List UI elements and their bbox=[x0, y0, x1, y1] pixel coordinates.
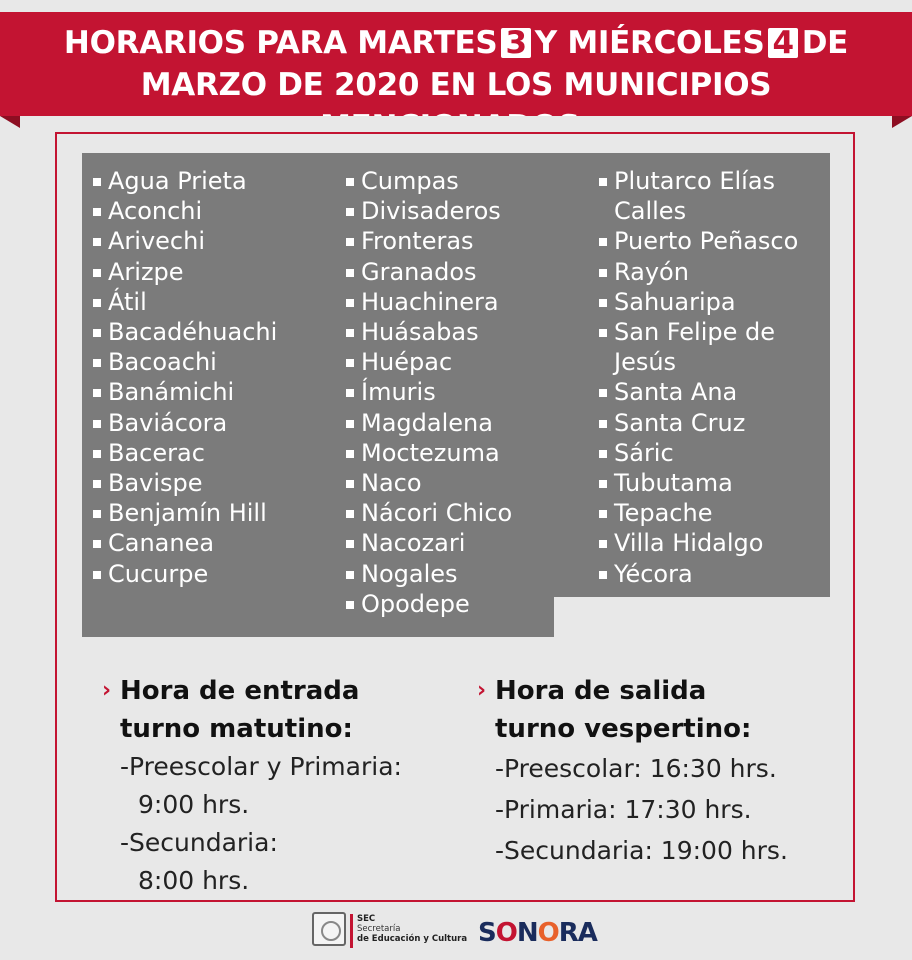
sec-divider bbox=[350, 914, 353, 948]
municipio-item: Fronteras bbox=[343, 226, 583, 256]
municipio-item: Baviácora bbox=[90, 408, 330, 438]
municipio-item: Nogales bbox=[343, 559, 583, 589]
title-part-1: HORARIOS PARA MARTES bbox=[63, 25, 498, 61]
entrada-secundaria-label: -Secundaria: bbox=[120, 828, 278, 857]
municipio-item: Rayón bbox=[596, 257, 826, 287]
salida-heading-line-2: turno vespertino: bbox=[495, 714, 752, 744]
municipio-item: Aconchi bbox=[90, 196, 330, 226]
municipio-item: Cumpas bbox=[343, 166, 583, 196]
salida-heading bbox=[475, 672, 845, 748]
municipio-item: Tubutama bbox=[596, 468, 826, 498]
salida-primaria: -Primaria: 17:30 hrs. bbox=[495, 795, 752, 824]
municipio-item: Moctezuma bbox=[343, 438, 583, 468]
title-line-2: MARZO DE 2020 EN LOS MUNICIPIOS bbox=[140, 67, 772, 103]
municipio-item: Granados bbox=[343, 257, 583, 287]
municipio-item: Sáric bbox=[596, 438, 826, 468]
municipios-column-3 bbox=[596, 166, 826, 589]
entrada-secundaria-time: 8:00 hrs. bbox=[138, 866, 250, 895]
municipio-item: Cananea bbox=[90, 528, 330, 558]
municipio-item: Benjamín Hill bbox=[90, 498, 330, 528]
entrada-heading-line-1: Hora de entrada bbox=[120, 676, 360, 706]
municipio-item: Yécora bbox=[596, 559, 826, 589]
sec-name-line-2: de Educación y Cultura bbox=[357, 934, 468, 944]
salida-preescolar: -Preescolar: 16:30 hrs. bbox=[495, 754, 777, 783]
municipio-item: Bavispe bbox=[90, 468, 330, 498]
municipio-item: Nácori Chico bbox=[343, 498, 583, 528]
sonora-seal-logo bbox=[312, 912, 346, 946]
municipio-item: Santa Ana bbox=[596, 377, 826, 407]
municipio-item: Arivechi bbox=[90, 226, 330, 256]
municipio-item: Agua Prieta bbox=[90, 166, 330, 196]
municipio-item: Huásabas bbox=[343, 317, 583, 347]
entrada-heading-line-2: turno matutino: bbox=[120, 714, 353, 744]
municipio-item: Puerto Peñasco bbox=[596, 226, 826, 256]
sonora-logo: SONORA bbox=[478, 918, 597, 948]
municipio-item: Magdalena bbox=[343, 408, 583, 438]
municipio-item: Plutarco Elías Calles bbox=[596, 166, 826, 226]
municipio-item: Arizpe bbox=[90, 257, 330, 287]
municipios-column-1 bbox=[90, 166, 330, 589]
entrada-schedule bbox=[100, 672, 450, 900]
municipio-item: Opodepe bbox=[343, 589, 583, 619]
arrow-right-icon: › bbox=[102, 678, 112, 703]
municipio-item: Tepache bbox=[596, 498, 826, 528]
municipio-item: Divisaderos bbox=[343, 196, 583, 226]
municipio-item: San Felipe de Jesús bbox=[596, 317, 826, 377]
sec-name-line-1: Secretaría bbox=[357, 924, 401, 934]
municipio-item: Santa Cruz bbox=[596, 408, 826, 438]
municipio-item: Naco bbox=[343, 468, 583, 498]
municipio-item: Nacozari bbox=[343, 528, 583, 558]
entrada-preescolar-primaria-label: -Preescolar y Primaria: bbox=[120, 752, 402, 781]
title-part-3: DE bbox=[801, 25, 849, 61]
day-3-badge: 3 bbox=[501, 28, 530, 58]
municipio-item: Bacadéhuachi bbox=[90, 317, 330, 347]
municipio-item: Banámichi bbox=[90, 377, 330, 407]
entrada-preescolar-primaria-time: 9:00 hrs. bbox=[138, 790, 250, 819]
municipio-item: Cucurpe bbox=[90, 559, 330, 589]
municipio-item: Bacerac bbox=[90, 438, 330, 468]
salida-heading-line-1: Hora de salida bbox=[495, 676, 707, 706]
arrow-right-icon: › bbox=[477, 678, 487, 703]
municipio-item: Ímuris bbox=[343, 377, 583, 407]
municipio-item: Sahuaripa bbox=[596, 287, 826, 317]
municipio-item: Huachinera bbox=[343, 287, 583, 317]
municipios-column-2 bbox=[343, 166, 583, 619]
municipio-item: Huépac bbox=[343, 347, 583, 377]
sec-abbr: SEC bbox=[357, 914, 376, 924]
municipio-item: Villa Hidalgo bbox=[596, 528, 826, 558]
title-part-2: Y MIÉRCOLES bbox=[534, 25, 765, 61]
sec-logo bbox=[357, 914, 467, 944]
salida-schedule bbox=[475, 672, 845, 871]
day-4-badge: 4 bbox=[768, 28, 797, 58]
salida-secundaria: -Secundaria: 19:00 hrs. bbox=[495, 836, 788, 865]
entrada-heading bbox=[100, 672, 450, 748]
municipio-item: Bacoachi bbox=[90, 347, 330, 377]
municipio-item: Átil bbox=[90, 287, 330, 317]
